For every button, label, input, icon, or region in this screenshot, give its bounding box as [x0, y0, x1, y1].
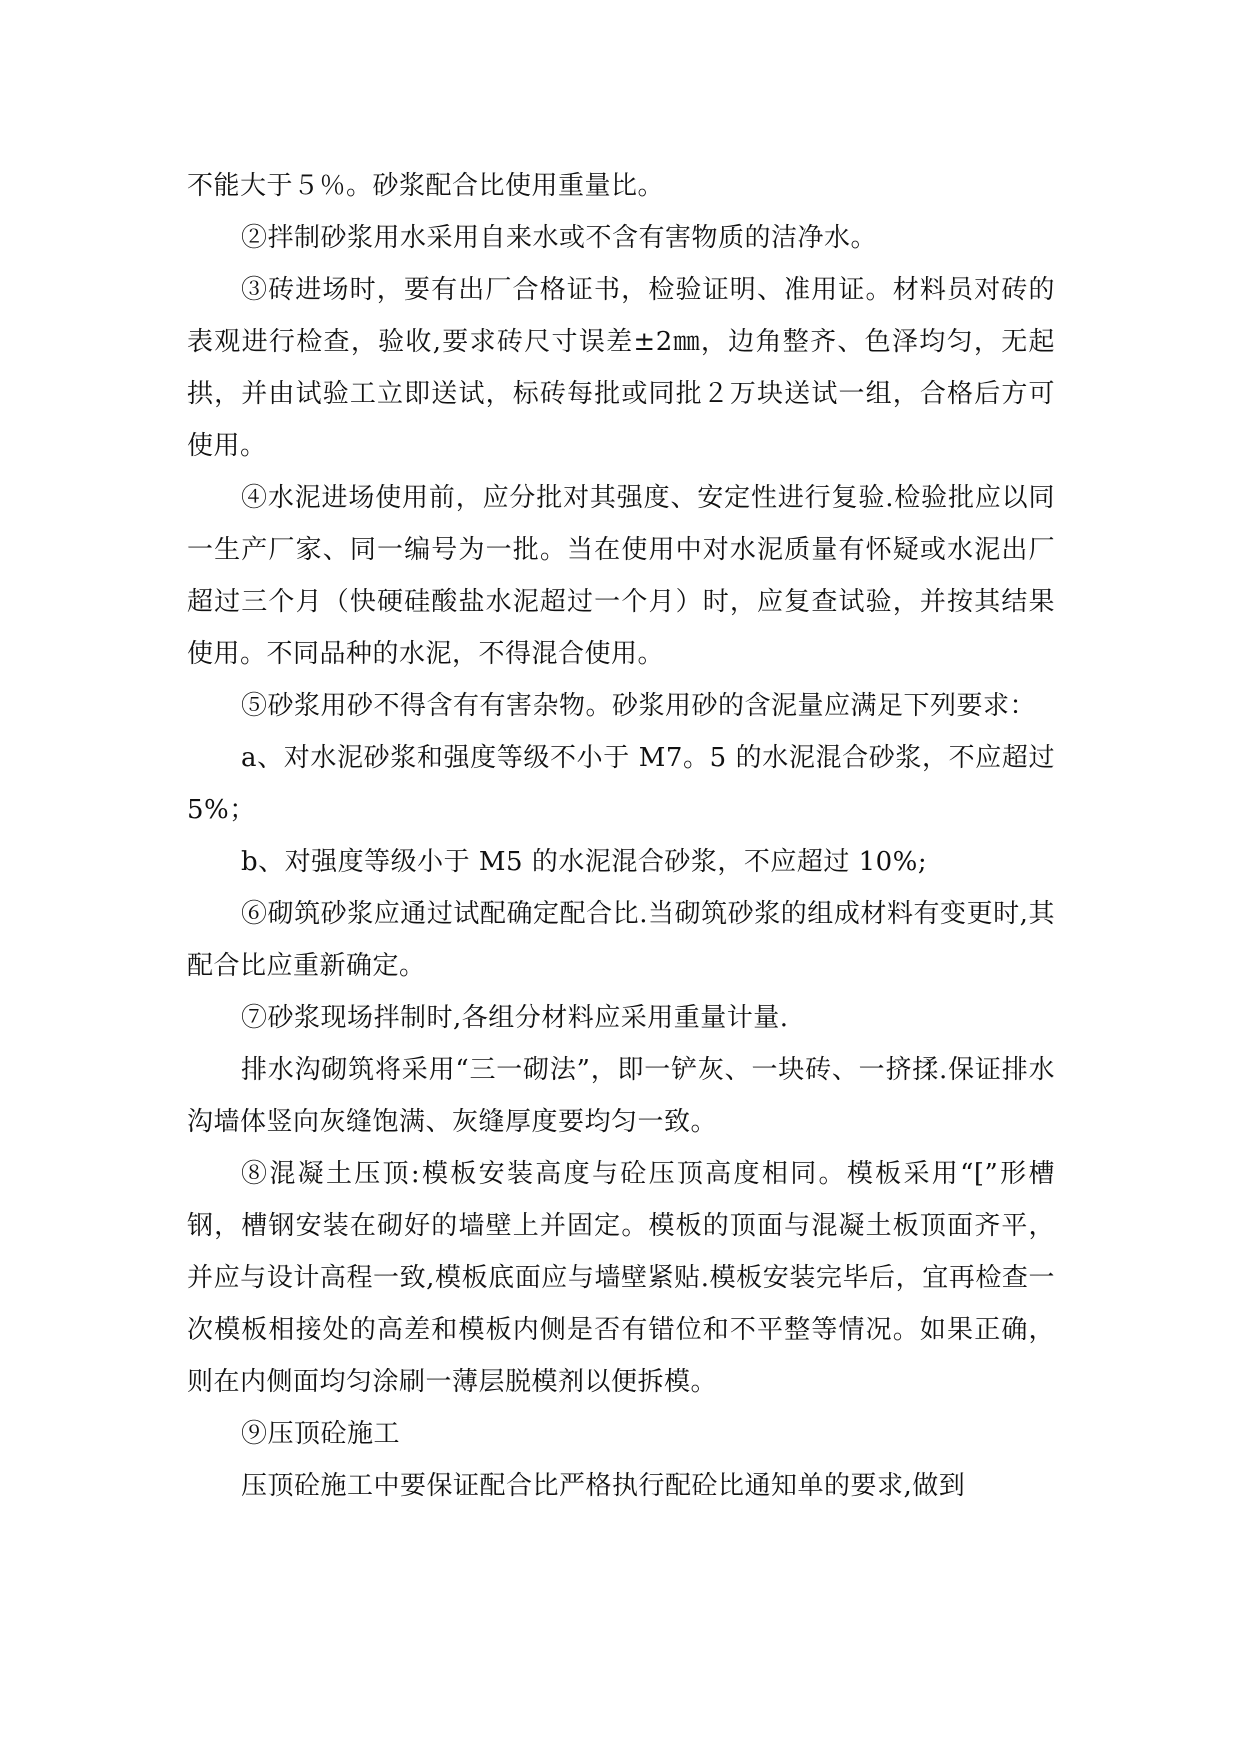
paragraph-12: ⑨压顶砼施工	[241, 1419, 401, 1449]
paragraph-1: 不能大于５％。砂浆配合比使用重量比。	[187, 171, 665, 201]
paragraph-3: ③砖进场时，要有出厂合格证书，检验证明、准用证。材料员对砖的表观进行检查，验收,要求砖尺寸误差±2㎜，边角整齐、色泽均匀，无起拱，并由试验工立即送试，标砖每批或同批２万块送试一组，合格后方可使用。	[187, 275, 1055, 461]
paragraph-9: ⑦砂浆现场拌制时,各组分材料应采用重量计量.	[241, 1003, 789, 1033]
paragraph-2: ②拌制砂浆用水采用自来水或不含有害物质的洁净水。	[241, 223, 878, 253]
paragraph-4: ④水泥进场使用前，应分批对其强度、安定性进行复验.检验批应以同一生产厂家、同一编号为一批。当在使用中对水泥质量有怀疑或水泥出厂超过三个月（快硬硅酸盐水泥超过一个月）时，应复查试验，并按其结果使用。不同品种的水泥，不得混合使用。	[187, 483, 1055, 669]
paragraph-13: 压顶砼施工中要保证配合比严格执行配砼比通知单的要求,做到	[241, 1471, 966, 1501]
document-body	[187, 160, 1055, 1512]
paragraph-5: ⑤砂浆用砂不得含有有害杂物。砂浆用砂的含泥量应满足下列要求：	[241, 691, 1037, 721]
paragraph-11: ⑧混凝土压顶:模板安装高度与砼压顶高度相同。模板采用“[”形槽钢，槽钢安装在砌好的墙壁上并固定。模板的顶面与混凝土板顶面齐平，并应与设计高程一致,模板底面应与墙壁紧贴.模板安装完毕后，宜再检查一次模板相接处的高差和模板内侧是否有错位和不平整等情况。如果正确，则在内侧面均匀涂刷一薄层脱模剂以便拆模。	[187, 1159, 1055, 1397]
paragraph-6: a、对水泥砂浆和强度等级不小于 M7。5 的水泥混合砂浆，不应超过 5%；	[187, 743, 1055, 825]
paragraph-10: 排水沟砌筑将采用“三一砌法”，即一铲灰、一块砖、一挤揉.保证排水沟墙体竖向灰缝饱满、灰缝厚度要均匀一致。	[187, 1055, 1055, 1137]
paragraph-8: ⑥砌筑砂浆应通过试配确定配合比.当砌筑砂浆的组成材料有变更时,其配合比应重新确定。	[187, 899, 1055, 981]
paragraph-7: b、对强度等级小于 M5 的水泥混合砂浆，不应超过 10%;	[241, 847, 928, 877]
